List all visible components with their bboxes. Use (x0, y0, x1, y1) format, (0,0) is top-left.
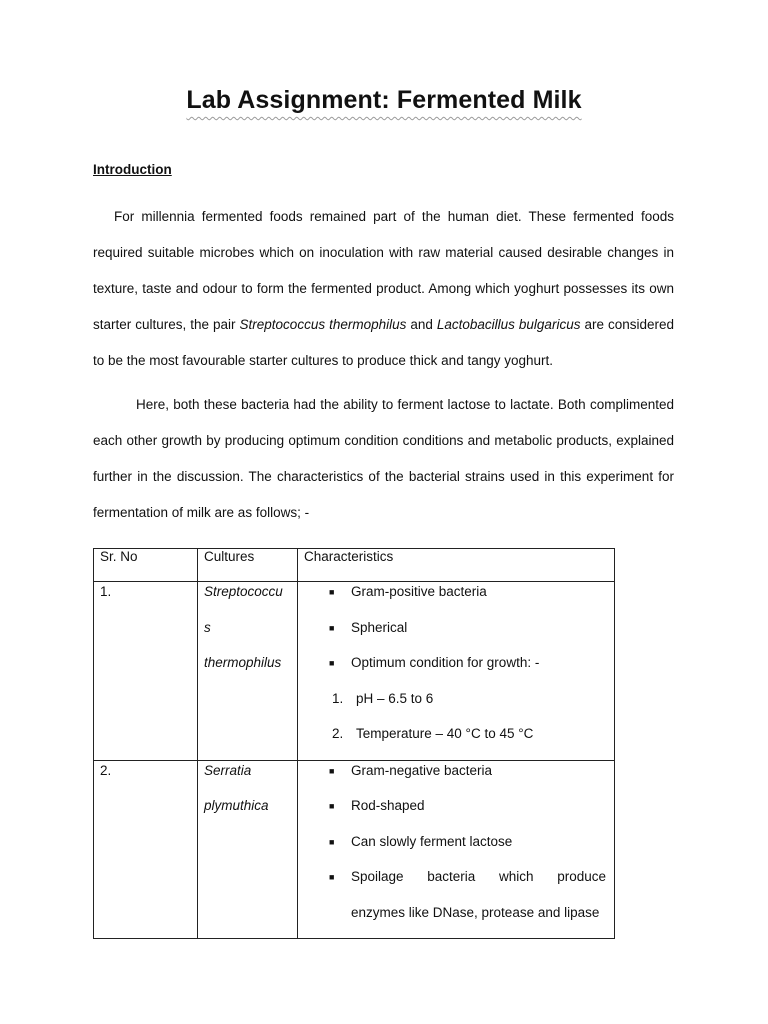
row2-characteristics (298, 760, 615, 939)
list-item: ■ Gram-positive bacteria (304, 582, 608, 618)
list-item: ■ Can slowly ferment lactose (304, 832, 608, 868)
list-item-continuation: enzymes like DNase, protease and lipase (351, 904, 600, 920)
header-characteristics: Characteristics (298, 549, 615, 582)
bacteria-characteristics-table (93, 548, 615, 939)
row1-characteristics (298, 582, 615, 761)
list-item (304, 867, 608, 903)
row2-sr-no: 2. (94, 760, 198, 939)
list-item: 1. pH – 6.5 to 6 (332, 690, 434, 706)
list-item: ■ Spherical (304, 618, 608, 654)
intro-paragraph-2: Here, both these bacteria had the ability to ferment lactose to lactate. Both complimented each other growth by producing optimum condition conditions and metabolic products, explained further in the discussion. The characteristics of the bacterial strains used in this experiment for fermentation of milk are as follows; - (93, 397, 674, 520)
bullet-square-icon: ■ (329, 765, 335, 776)
bullet-square-icon: ■ (329, 801, 335, 811)
bullet-square-icon: ■ (329, 658, 335, 668)
list-item: ■ Optimum condition for growth: - (304, 653, 608, 689)
bullet-square-icon: ■ (329, 872, 335, 882)
list-item: ■ Gram-negative bacteria (304, 761, 608, 797)
table-header-row (94, 549, 615, 582)
row1-sr-no: 1. (94, 582, 198, 761)
table-row (94, 582, 615, 761)
header-cultures: Cultures (198, 549, 298, 582)
header-sr-no: Sr. No (94, 549, 198, 582)
row1-culture: Streptococcu s thermophilus (198, 582, 298, 761)
justified-bullet-text: Spoilage bacteria which produce (351, 869, 606, 884)
species-name-streptococcus: Streptococcus thermophilus (239, 317, 407, 332)
bullet-square-icon: ■ (329, 587, 335, 597)
document-title: Lab Assignment: Fermented Milk (186, 86, 582, 114)
section-heading-introduction: Introduction (93, 162, 172, 177)
intro-paragraph-1: For millennia fermented foods remained part of the human diet. These fermented foods required suitable microbes which on inoculation with raw material caused desirable changes in texture, taste and odour to form the fermented product. Among which yoghurt possesses its own starter cultures, the pair Streptococcus thermophilus and Lactobacillus bulgaricus are considered to be the most favourable starter cultures to produce thick and tangy yoghurt. (93, 209, 674, 368)
row2-culture: Serratia plymuthica (198, 760, 298, 939)
list-item: 2. Temperature – 40 °C to 45 °C (332, 726, 534, 741)
table-row (94, 760, 615, 939)
bullet-square-icon: ■ (329, 836, 335, 847)
bullet-square-icon: ■ (329, 622, 335, 633)
list-item: ■ Rod-shaped (304, 796, 608, 832)
species-name-lactobacillus: Lactobacillus bulgaricus (436, 317, 581, 332)
